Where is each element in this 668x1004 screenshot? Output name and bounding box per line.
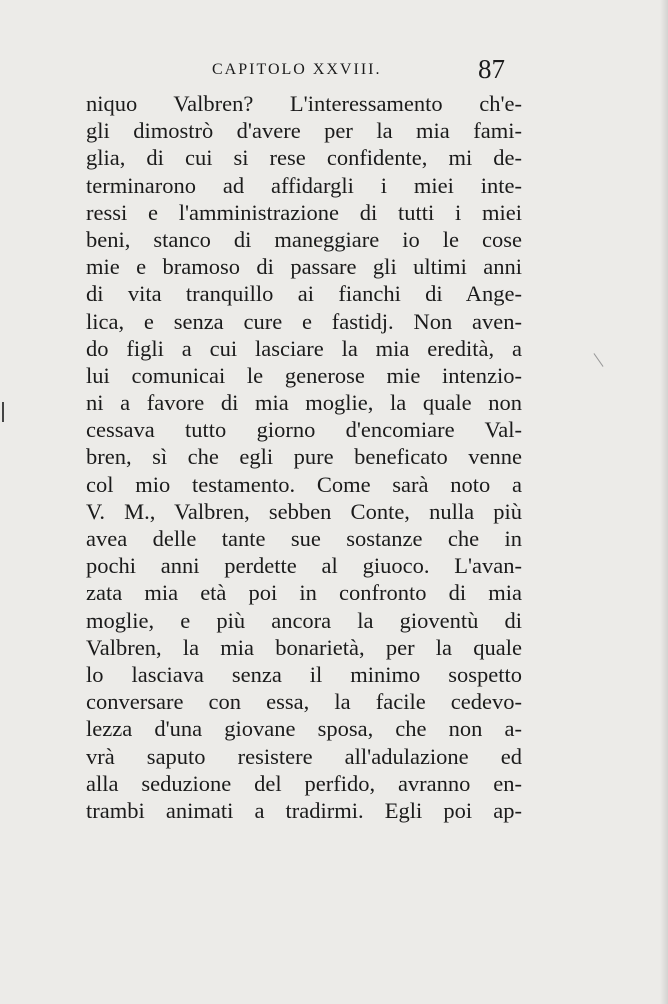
text-line: avea delle tante sue sostanze che in <box>86 526 522 551</box>
page-edge-shadow <box>660 0 668 1004</box>
text-line: V. M., Valbren, sebben Conte, nulla più <box>86 498 522 524</box>
text-line: zata mia età poi in confronto di mia <box>86 580 522 606</box>
text-line: mie e bramoso di passare gli ultimi anni <box>86 254 522 280</box>
text-line: trambi animati a tradirmi. Egli poi ap- <box>86 797 522 823</box>
text-line: do figli a cui lasciare la mia eredità, a <box>86 335 522 361</box>
text-line: ni a favore di mia moglie, la quale non <box>86 390 522 416</box>
running-head: CAPITOLO XXVIII. <box>212 61 382 78</box>
text-line: alla seduzione del perfido, avranno en- <box>86 770 522 796</box>
text-line: col mio testamento. Come sarà noto a <box>86 471 522 497</box>
page-number: 87 <box>478 54 505 84</box>
text-line: conversare con essa, la facile cedevo- <box>86 689 522 715</box>
margin-mark <box>2 402 4 422</box>
text-line: vrà saputo resistere all'adulazione ed <box>86 743 522 769</box>
text-line: bren, sì che egli pure beneficato venne <box>86 444 522 470</box>
text-line: lica, e senza cure e fastidj. Non aven- <box>86 308 522 334</box>
text-line: moglie, e più ancora la gioventù di <box>86 607 522 633</box>
text-line: Valbren, la mia bonarietà, per la quale <box>86 634 522 660</box>
text-line: glia, di cui si rese confidente, mi de- <box>86 145 522 171</box>
text-line: di vita tranquillo ai fianchi di Ange- <box>86 281 522 307</box>
text-line: pochi anni perdette al giuoco. L'avan- <box>86 553 522 579</box>
text-line: lui comunicai le generose mie intenzio- <box>86 362 522 388</box>
text-line: lezza d'una giovane sposa, che non a- <box>86 716 522 742</box>
text-line: terminarono ad affidargli i miei inte- <box>86 172 522 198</box>
text-line: cessava tutto giorno d'encomiare Val- <box>86 417 522 443</box>
text-line: ressi e l'amministrazione di tutti i miei <box>86 199 522 225</box>
text-line: niquo Valbren? L'interessamento ch'e- <box>86 91 522 116</box>
paper-scratch <box>594 353 604 367</box>
text-line: beni, stanco di maneggiare io le cose <box>86 226 522 252</box>
body-text <box>86 90 522 824</box>
text-line: lo lasciava senza il minimo sospetto <box>86 661 522 687</box>
text-line: gli dimostrò d'avere per la mia fami- <box>86 118 522 144</box>
